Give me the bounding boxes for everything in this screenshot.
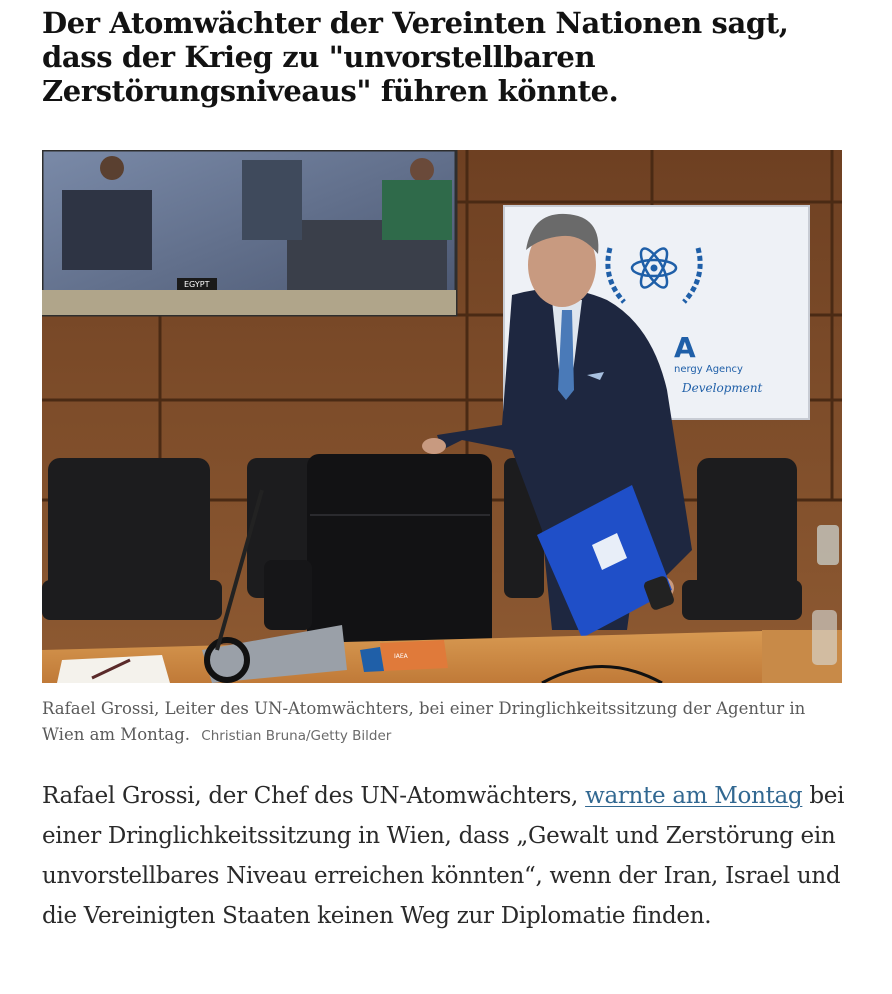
banner-line1: nergy Agency xyxy=(674,364,743,375)
body-text-part1: Rafael Grossi, der Chef des UN-Atomwächters, xyxy=(42,783,586,809)
book-label: IAEA xyxy=(394,653,408,660)
article-body-paragraph xyxy=(42,776,852,936)
article-photo xyxy=(42,150,842,683)
photo-illustration xyxy=(42,150,842,683)
caption-text: Rafael Grossi, Leiter des UN-Atomwächters, bei einer Dringlichkeitssitzung der Agentur in Wien am Montag. xyxy=(42,699,806,744)
video-screen xyxy=(42,150,456,315)
headline: Der Atomwächter der Vereinten Nationen sagt, dass der Krieg zu "unvorstellbaren Zerstörungsniveaus" führen könnte. xyxy=(42,6,789,108)
center-chair xyxy=(307,454,492,649)
banner-letters: A xyxy=(674,331,696,364)
body-text-part2: bei einer Dringlichkeitssitzung in Wien, dass „Gewalt und Zerstörung ein unvorstellbares Niveau erreichen könnten“, wenn der Iran, Israel und die Vereinigten Staaten keinen Weg zur Diplomatie finden. xyxy=(42,783,845,929)
banner-line2: Development xyxy=(682,381,763,395)
warning-link[interactable]: warnte am Montag xyxy=(585,783,803,809)
screen-sign: EGYPT xyxy=(184,280,210,289)
photo-credit: Christian Bruna/Getty Bilder xyxy=(201,728,392,744)
article xyxy=(42,0,852,108)
photo-caption xyxy=(42,696,842,749)
